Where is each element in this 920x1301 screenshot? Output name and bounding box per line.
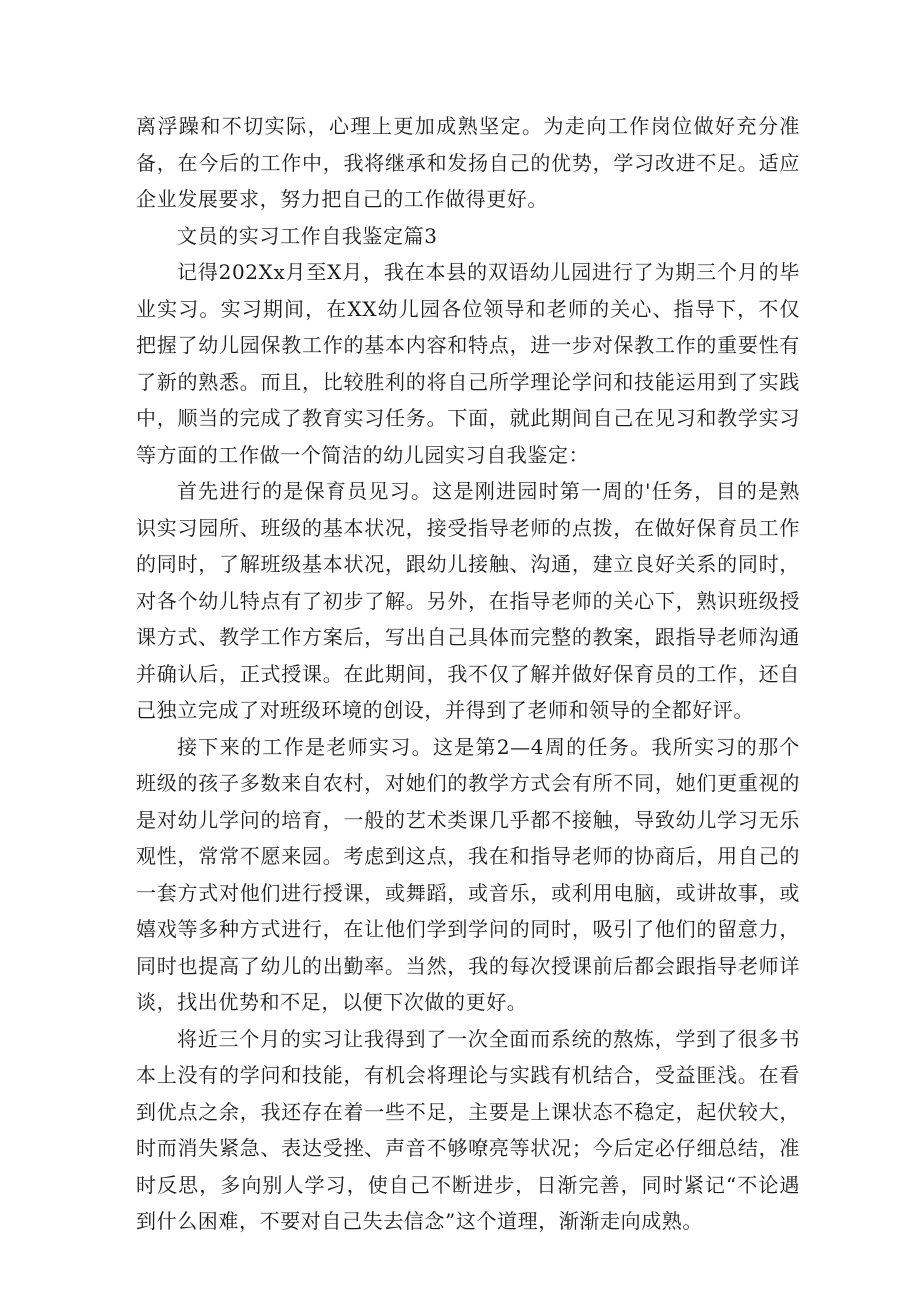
paragraph-nursery-observation: 首先进行的是保育员见习。这是刚进园时第一周的'任务，目的是熟识实习园所、班级的基本状况，接受指导老师的点拨，在做好保育员工作的同时，了解班级基本状况，跟幼儿接触、沟通，建立良好关系的同时，对各个幼儿特点有了初步了解。另外，在指导老师的关心下，熟识班级授课方式、教学工作方案后，写出自己具体而完整的教案，跟指导老师沟通并确认后，正式授课。在此期间，我不仅了解并做好保育员的工作，还自己独立完成了对班级环境的创设，并得到了老师和领导的全都好评。 (136, 479, 800, 722)
paragraph-teacher-internship: 接下来的工作是老师实习。这是第2—4周的任务。我所实习的那个班级的孩子多数来自农村，对她们的教学方式会有所不同，她们更重视的是对幼儿学问的培育，一般的艺术类课几乎都不接触，导致幼儿学习无乐观性，常常不愿来园。考虑到这点，我在和指导老师的协商后，用自己的一套方式对他们进行授课，或舞蹈，或音乐，或利用电脑，或讲故事，或嬉戏等多种方式进行，在让他们学到学问的同时，吸引了他们的留意力，同时也提高了幼儿的出勤率。当然，我的每次授课前后都会跟指导老师详谈，找出优势和不足，以便下次做的更好。 (136, 734, 800, 1014)
paragraph-summary: 将近三个月的实习让我得到了一次全面而系统的熬炼，学到了很多书本上没有的学问和技能，有机会将理论与实践有机结合，受益匪浅。在看到优点之余，我还存在着一些不足，主要是上课状态不稳定，起伏较大，时而消失紧急、表达受挫、声音不够嘹亮等状况；今后定必仔细总结，准时反思，多向别人学习，使自己不断进步，日渐完善，同时紧记“不论遇到什么困难，不要对自己失去信念”这个道理，渐渐走向成熟。 (136, 1026, 800, 1233)
section-heading: 文员的实习工作自我鉴定篇3 (177, 223, 438, 248)
document-page (136, 108, 800, 1240)
paragraph-intro: 记得202Xx月至X月，我在本县的双语幼儿园进行了为期三个月的毕业实习。实习期间，在XX幼儿园各位领导和老师的关心、指导下，不仅把握了幼儿园保教工作的基本内容和特点，进一步对保教工作的重要性有了新的熟悉。而且，比较胜利的将自己所学理论学问和技能运用到了实践中，顺当的完成了教育实习任务。下面，就此期间自己在见习和教学实习等方面的工作做一个简洁的幼儿园实习自我鉴定： (136, 260, 800, 467)
paragraph-continuation: 离浮躁和不切实际，心理上更加成熟坚定。为走向工作岗位做好充分准备，在今后的工作中，我将继承和发扬自己的优势，学习改进不足。适应企业发展要求，努力把自己的工作做得更好。 (136, 114, 800, 211)
